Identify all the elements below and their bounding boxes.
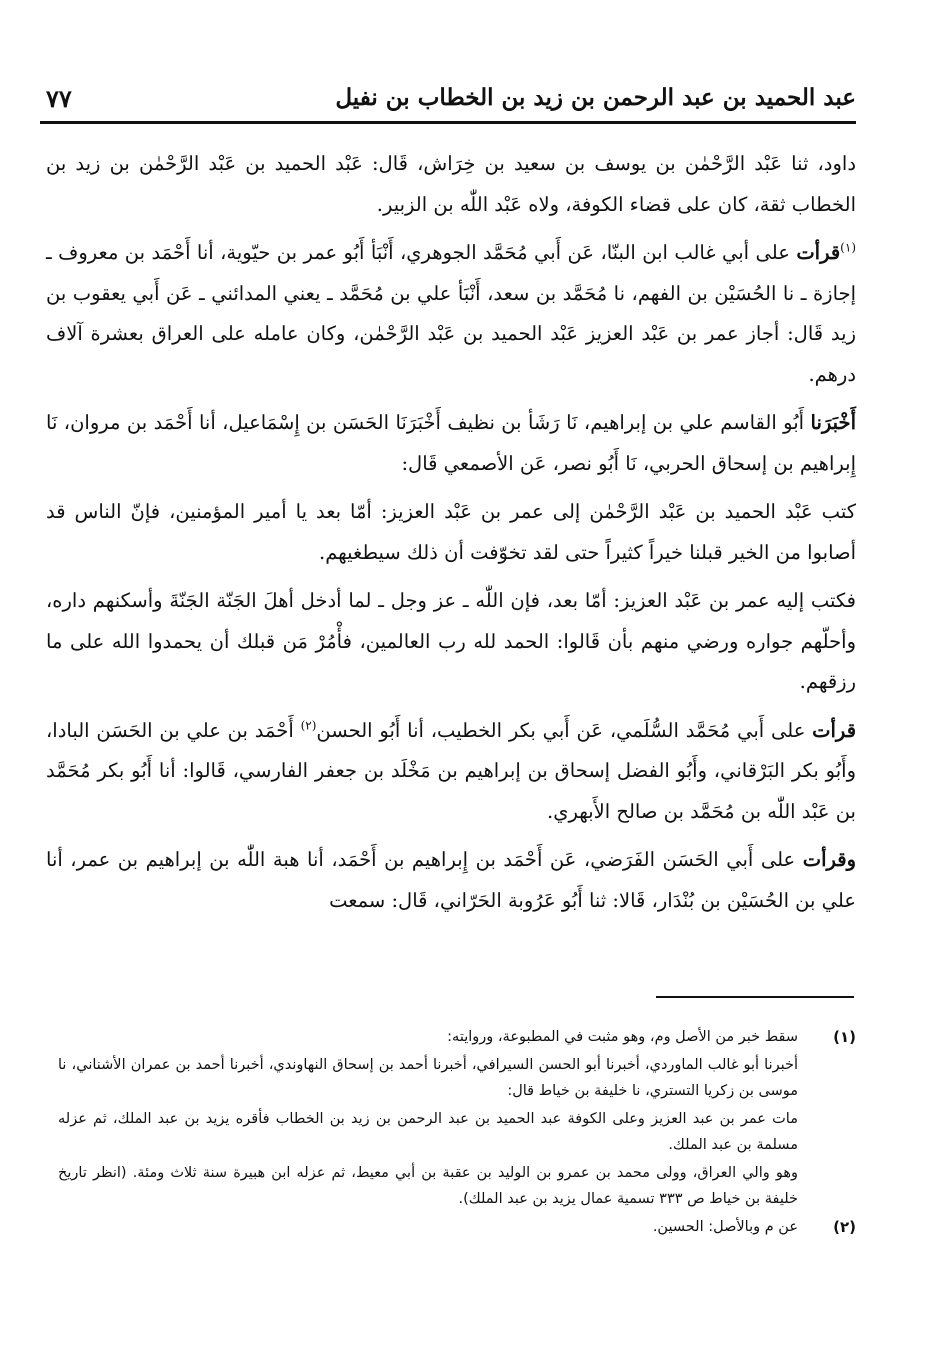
paragraph-7: [46, 840, 856, 921]
footnote-1: [58, 1024, 856, 1212]
main-text: [46, 144, 856, 984]
paragraph-2-text: على أبي غالب ابن البنّا، عَن أَبي مُحَمَّد الجوهري، أَنْبَأ أَبُو عمر بن حيّوية، أنا أَحْمَد بن معروف ـ إجازة ـ نا الحُسَيْن بن الفهم، نا مُحَمَّد بن سعد، أَنْبَأ علي بن مُحَمَّد ـ يعني المدائني ـ عَن أَبي يعقوب بن زيد قَال: أجاز عمر بن عَبْد العزيز عَبْد الحميد بن عَبْد الرَّحْمٰن، وكان عامله على العراق بعشرة آلاف درهم.: [46, 241, 856, 386]
footnotes: [58, 1024, 856, 1242]
paragraph-5-text: فكتب إليه عمر بن عَبْد العزيز: أمّا بعد، فإن اللّٰه ـ عز وجل ـ لما أدخل أهلَ الجَنّة الجَنّةَ وأسكنهم داره، وأحلّهم جواره ورضي منهم بأن قَالوا: الحمد لله رب العالمين، فأْمُرْ مَن قبلك أن يحمدوا الله على ما رزقهم.: [46, 589, 856, 693]
footnote-separator: [656, 996, 854, 998]
paragraph-1: [46, 144, 856, 225]
footnote-1-line-1: سقط خبر من الأصل وم، وهو مثبت في المطبوعة، وروايته:: [447, 1029, 798, 1045]
header-rule: [40, 121, 856, 124]
paragraph-2: [46, 233, 856, 395]
paragraph-3: [46, 403, 856, 484]
footnote-ref-1[interactable]: (١): [840, 240, 856, 255]
footnote-1-line-2: أخبرنا أبو غالب الماوردي، أخبرنا أبو الحسن السيرافي، أخبرنا أحمد بن إسحاق النهاوندي، أخبرنا أحمد بن عمران الأشناني، نا موسى بن زكريا التستري، نا خليفة بن خياط قال:: [58, 1057, 798, 1099]
paragraph-5: [46, 581, 856, 703]
page-number: ٧٧: [46, 84, 72, 113]
paragraph-3-text: أَبُو القاسم علي بن إبراهيم، نَا رَشَأ بن نظيف أَخْبَرَنَا الحَسَن بن إِسْمَاعيل، أنا أَحْمَد بن مروان، نَا إِبراهيم بن إسحاق الحربي، نَا أَبُو نصر، عَن الأصمعي قَال:: [46, 411, 856, 475]
paragraph-4-text: كتب عَبْد الحميد بن عَبْد الرَّحْمٰن إلى عمر بن عَبْد العزيز: أمّا بعد يا أمير المؤمنين، فإنّ الناس قد أصابوا من الخير قبلنا خيراً كثيراً حتى لقد تخوّفت أن ذلك سيطغيهم.: [46, 500, 856, 564]
footnote-2-line-1: عن م وبالأصل: الحسين.: [652, 1219, 798, 1235]
paragraph-4: [46, 492, 856, 573]
footnote-ref-2[interactable]: (٢): [300, 718, 317, 732]
footnote-1-line-4: وهو والي العراق، وولى محمد بن عمرو بن الوليد بن عقبة بن أبي معيط، ثم عزله ابن هبيرة سنة ثلاث ومئة. (انظر تاريخ خليفة بن خياط ص ٣٣٣ تسمية عمال يزيد بن عبد الملك).: [58, 1165, 798, 1207]
paragraph-2-lead: قرأت: [796, 241, 841, 264]
footnote-1-line-3: مات عمر بن عبد العزيز وعلى الكوفة عبد الحميد بن عبد الرحمن بن زيد بن الخطاب فأقره يزيد بن عبد الملك، ثم عزله مسلمة بن عبد الملك.: [58, 1111, 798, 1153]
paragraph-6-lead: قرأت: [812, 718, 857, 742]
paragraph-7-lead: وقرأت: [802, 848, 856, 871]
footnote-2-number: (٢): [833, 1218, 856, 1236]
paragraph-3-lead: أَخْبَرَنا: [810, 411, 856, 434]
running-header: [40, 78, 856, 118]
paragraph-6-text-b: أَحْمَد بن علي بن الحَسَن البادا، وأَبُو بكر البَرْقاني، وأَبُو الفضل إسحاق بن إبراهيم بن مَخْلَد بن جعفر الفارسي، قَالوا: أنا أَبُو بكر مُحَمَّد بن عَبْد اللّٰه بن مُحَمَّد بن صالح الأَبهري.: [46, 718, 856, 823]
footnote-1-number: (١): [833, 1028, 856, 1046]
paragraph-6: [46, 711, 856, 833]
running-title: عبد الحميد بن عبد الرحمن بن زيد بن الخطاب بن نفيل: [335, 84, 856, 111]
paragraph-1-text: داود، ثنا عَبْد الرَّحْمٰن بن يوسف بن سعيد بن خِرَاش، قَال: عَبْد الحميد بن عَبْد الرَّحْمٰن بن زيد بن الخطاب ثقة، كان على قضاء الكوفة، ولاه عَبْد اللّٰه بن الزبير.: [46, 152, 856, 216]
paragraph-7-text: على أَبي الحَسَن الفَرَضي، عَن أَحْمَد بن إِبراهيم بن أَحْمَد، أنا هبة اللّٰه بن إبراهيم بن عمر، أنا علي بن الحُسَيْن بن بُنْدَار، قَالا: ثنا أَبُو عَرُوبة الحَرّاني، قَال: سمعت: [46, 848, 856, 912]
paragraph-6-text-a: على أَبي مُحَمَّد السُّلَمي، عَن أَبي بكر الخطيب، أنا أَبُو الحسن: [316, 718, 813, 742]
footnote-2: [58, 1214, 856, 1240]
